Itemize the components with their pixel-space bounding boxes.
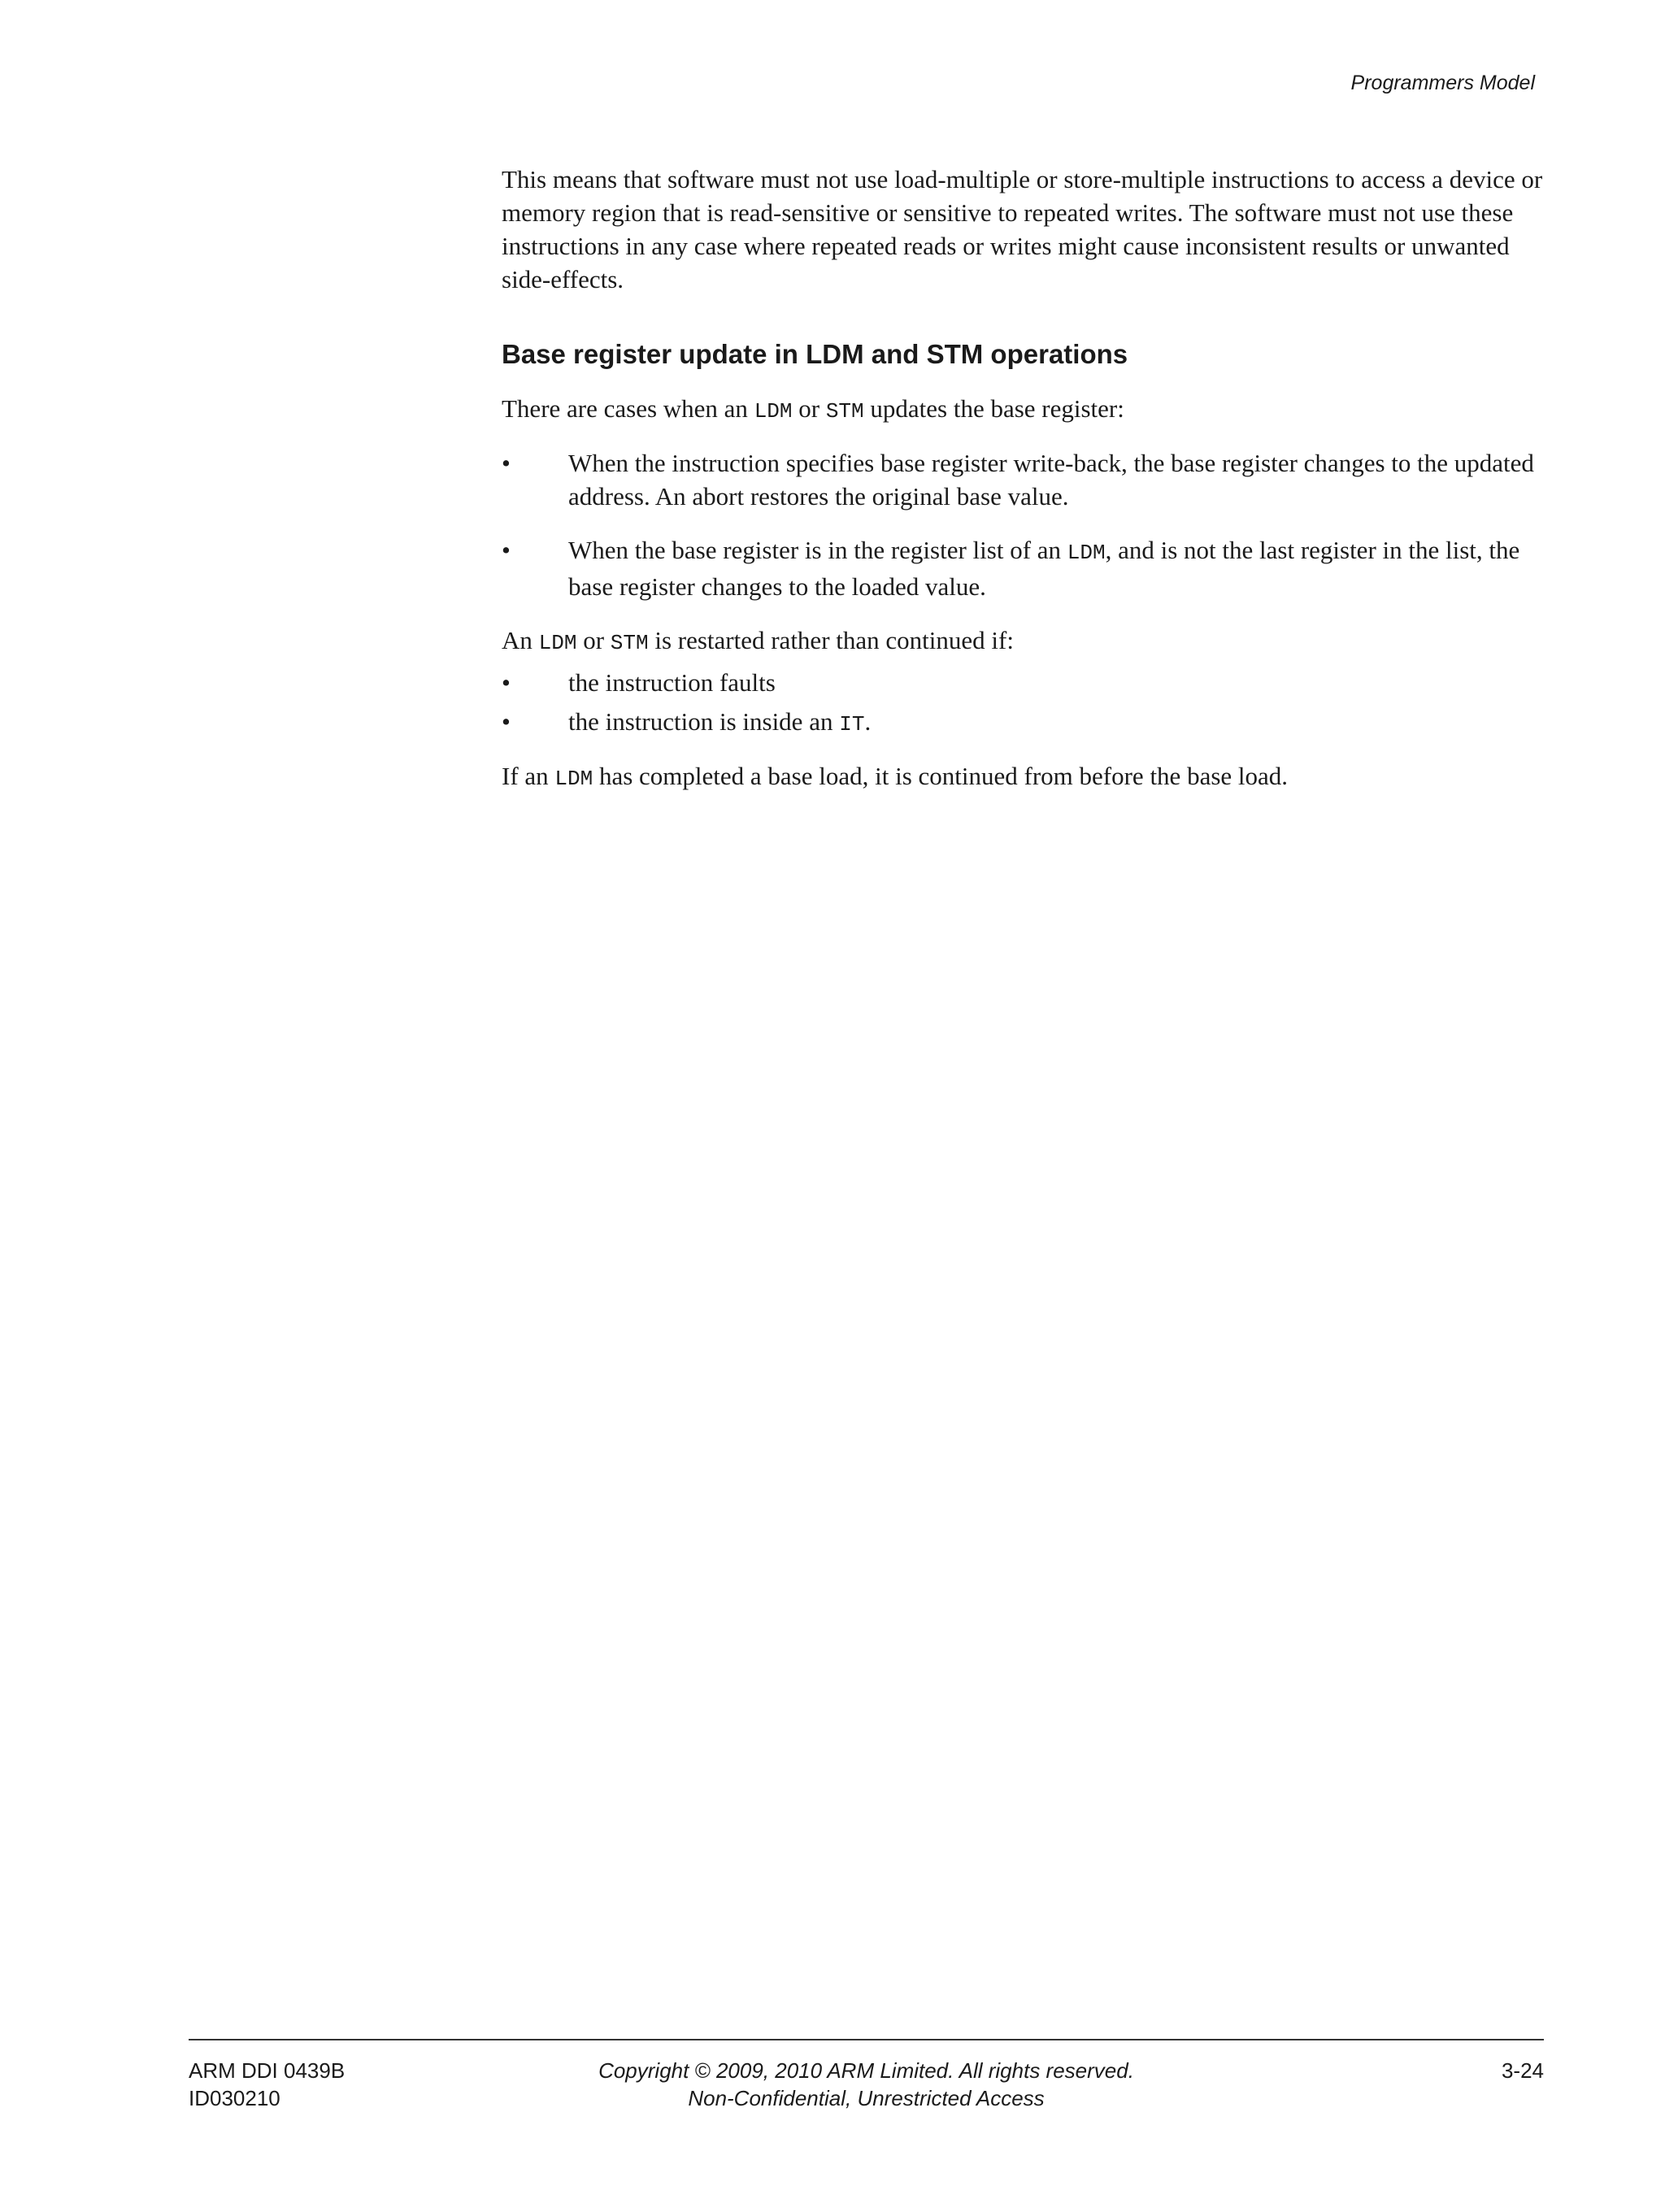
footer-legal [189,2057,1544,2112]
code-ldm: LDM [1067,541,1106,565]
text-run: An [502,626,539,654]
code-it: IT [839,712,865,737]
doc-id: ARM DDI 0439B [189,2058,346,2083]
text-run: There are cases when an [502,394,754,423]
text-run: . [864,707,872,736]
doc-version: ID030210 [189,2086,280,2110]
list-item [502,705,1545,741]
closing-paragraph [502,759,1545,796]
bullet-list [502,666,1545,741]
footer-divider [189,2039,1544,2040]
running-header: Programmers Model [1350,72,1535,94]
code-ldm: LDM [754,399,793,424]
text-run: If an [502,762,555,790]
bullet-marker: • [502,536,511,564]
paragraph: This means that software must not use load-multiple or store-multiple instructions to access a device or memory region that is read-sensitive or sensitive to repeated writes. The software must not use these instructions in any case where repeated reads or writes might cause inconsistent results or unwanted side-effects. [502,165,1543,293]
restart-paragraph [502,624,1545,660]
code-stm: STM [610,631,649,655]
text-run: When the base register is in the register list of an [568,536,1067,564]
list-item-text: the instruction faults [568,668,776,697]
code-ldm: LDM [554,767,593,791]
bullet-marker: • [502,668,511,697]
text-run: , and is not the last register in the list, the base register changes to the loaded value. [568,536,1520,601]
text-run: is restarted rather than continued if: [648,626,1014,654]
body-column [502,163,1545,796]
list-item [502,446,1545,513]
page-number: 3-24 [1501,2058,1544,2083]
list-item-text: When the instruction specifies base register write-back, the base register changes to the updated address. An abort restores the original base value. [568,449,1534,511]
list-item [502,533,1545,603]
code-stm: STM [825,399,864,424]
text-run: or [792,394,826,423]
text-run: updates the base register: [863,394,1124,423]
code-ldm: LDM [538,631,577,655]
text-run: has completed a base load, it is continued from before the base load. [593,762,1289,790]
intro-paragraph [502,392,1545,428]
bullet-marker: • [502,707,511,736]
list-item [502,666,1545,699]
bullet-list [502,446,1545,603]
text-run: or [576,626,611,654]
bullet-marker: • [502,449,511,477]
section-heading: Base register update in LDM and STM operations [502,339,1128,369]
copyright-notice: Copyright © 2009, 2010 ARM Limited. All rights reserved. [598,2058,1134,2083]
access-notice: Non-Confidential, Unrestricted Access [688,2086,1045,2110]
text-run: the instruction is inside an [568,707,840,736]
